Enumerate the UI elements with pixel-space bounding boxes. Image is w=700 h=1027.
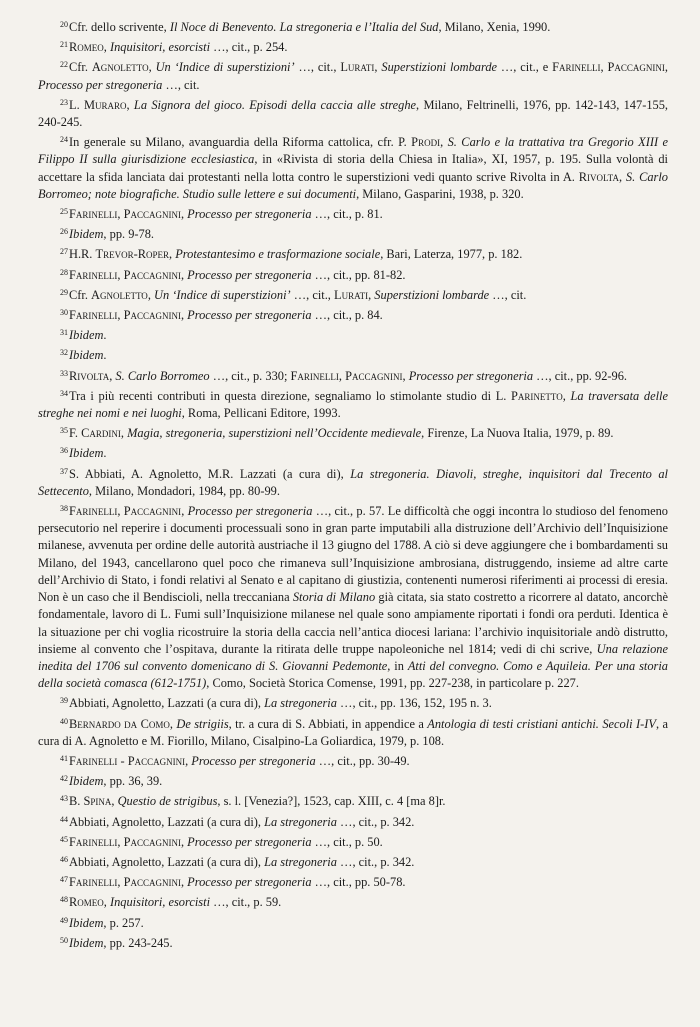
italic-title: Ibidem <box>69 774 104 789</box>
footnote-text: …, cit., p. 50. <box>311 834 383 849</box>
italic-title: La Signora del gioco. Episodi della caccia alle streghe <box>133 97 417 112</box>
footnote-text: …, cit., pp. 50-78. <box>311 875 406 890</box>
footnote-text: Abbiati, Agnoletto, Lazzati (a cura di), <box>69 854 265 869</box>
footnote-number: 23 <box>60 97 68 107</box>
italic-title: La stregoneria <box>264 814 337 829</box>
author-name: Agnoletto <box>91 60 149 75</box>
footnote-text: , <box>148 60 156 75</box>
footnote-text: , <box>664 60 669 75</box>
footnote-24 <box>38 131 668 203</box>
italic-title: La stregoneria <box>264 854 337 869</box>
italic-title: Storia di Milano <box>292 590 376 605</box>
footnote-number: 21 <box>60 40 68 50</box>
footnote-text: , in <box>387 658 408 673</box>
author-name: Farinelli, Paccagnini <box>69 267 181 282</box>
footnote-text: , <box>180 207 188 222</box>
italic-title: De strigiis <box>176 716 229 731</box>
italic-title: Ibidem <box>69 348 104 363</box>
footnote-text: , pp. 243-245. <box>103 935 173 950</box>
italic-title: Antologia di testi cristiani antichi. Secoli I-IV <box>427 716 656 731</box>
italic-title: Magia, stregoneria, superstizioni nell’Occidente medievale <box>127 426 422 441</box>
footnote-38 <box>38 500 668 692</box>
footnote-39 <box>38 692 668 712</box>
footnote-text: …, cit., p. 342. <box>336 814 415 829</box>
author-name: Farinelli - Paccagnini <box>69 753 186 768</box>
footnote-text: , Bari, Laterza, 1977, p. 182. <box>380 247 523 262</box>
italic-title: Un ‘Indice di superstizioni’ <box>154 287 291 302</box>
footnote-text: …, cit. <box>162 77 200 92</box>
footnote-number: 31 <box>60 328 68 338</box>
footnote-text: L. <box>69 97 84 112</box>
footnote-text: B. <box>69 794 84 809</box>
footnote-46 <box>38 851 668 871</box>
author-name: Lurati <box>340 60 375 75</box>
footnote-text: Abbiati, Agnoletto, Lazzati (a cura di), <box>69 814 265 829</box>
footnote-29 <box>38 284 668 304</box>
footnote-36 <box>38 442 668 462</box>
footnote-text: …, cit., e <box>497 60 553 75</box>
footnote-text: , Firenze, La Nuova Italia, 1979, p. 89. <box>421 426 614 441</box>
footnote-35 <box>38 422 668 442</box>
footnote-text: Cfr. <box>69 60 92 75</box>
footnote-text: , Milano, Gasparini, 1938, p. 320. <box>356 186 524 201</box>
footnote-text: , <box>368 287 375 302</box>
footnote-text: …, cit. <box>489 287 527 302</box>
author-name: Agnoletto <box>91 287 148 302</box>
footnote-text: …, cit., pp. 92-96. <box>533 368 627 383</box>
italic-title: Protestantesimo e trasformazione sociale <box>175 247 381 262</box>
footnote-text: , <box>562 388 571 403</box>
footnote-50 <box>38 932 668 952</box>
footnote-text: , <box>180 875 188 890</box>
footnote-text: …, cit., p. 84. <box>311 308 383 323</box>
footnote-20 <box>38 16 668 36</box>
footnote-34 <box>38 385 668 422</box>
italic-title: Processo per stregoneria <box>187 207 312 222</box>
footnote-number: 50 <box>60 935 68 945</box>
footnote-text: , <box>111 794 118 809</box>
author-name: Farinelli, Paccagnini <box>69 834 181 849</box>
footnote-text: …, cit., p. 57. Le difficoltà che oggi incontra lo studioso del fenomeno persecutorio nel reperire i documenti processuali sono in gran parte imputabili alla distruzione dell’Archivio dell’Inquisizione milanese, avvenuta per ordine delle autorità austriache il 13 giugno del 1788. A ciò si deve aggiungere che i bombardamenti su Milano, del 1943, cancellarono quel poco che rimaneva sull’Inquisizione ambrosiana, distruggendo, insieme ad altre carte dell’Archivio di Stato, i fondi relativi al Senato e al capitano di giustizia, contenenti numerosi riferimenti ai processi di eresia. Non è un caso che il Bendiscioli, nella treccaniana <box>38 504 668 605</box>
italic-title: Superstizioni lombarde <box>381 60 498 75</box>
author-name: Parinetto <box>511 388 563 403</box>
footnote-41 <box>38 750 668 770</box>
footnote-text: , p. 257. <box>103 915 144 930</box>
footnote-37 <box>38 463 668 500</box>
footnote-43 <box>38 790 668 810</box>
italic-title: S. Carlo Borromeo; note biografiche. Studio sulle lettere e sui documenti <box>38 169 668 201</box>
footnote-text: …, cit., <box>290 287 335 302</box>
author-name: Farinelli, Paccagnini <box>69 875 181 890</box>
footnote-text: , Milano, Mondadori, 1984, pp. 80-99. <box>88 483 280 498</box>
footnote-text: , Como, Società Storica Comense, 1991, pp. 227-238, in particolare p. 227. <box>206 676 579 691</box>
author-name: Spina <box>83 794 112 809</box>
author-name: Muraro <box>83 97 127 112</box>
italic-title: La stregoneria. Diavoli, streghe, inquisitori dal Trecento al Settecento <box>38 466 668 498</box>
footnote-44 <box>38 811 668 831</box>
author-name: Rivolta <box>578 169 619 184</box>
italic-title: Processo per stregoneria <box>187 834 312 849</box>
author-name: Romeo <box>69 895 104 910</box>
footnote-text: , <box>618 169 626 184</box>
footnote-text: già citata, sia stato costretto a ricorrere al datato, ancorchè fondamentale, lavoro di L. Fumi sull’Inquisizione milanese nel quale sono ampiamente riportati i fondi ora perduti. Identica è la situazione per chi voglia ricostruire la storia della caccia nell’antica diocesi lariana: l’archivio inquisitoriale andò distrutto, insieme al convento che l’ospitava, durante la ritirata delle truppe napoleoniche nel 1814; vedi di chi scrive, <box>38 590 668 656</box>
author-name: Farinelli, Paccagnini <box>69 504 182 519</box>
footnote-text: , a cura di A. Agnoletto e M. Fiorillo, Milano, Cisalpino-La Goliardica, 1979, p. 108. <box>38 716 668 748</box>
footnote-text: Tra i più recenti contributi in questa direzione, segnaliamo lo stimolante studio di L. <box>69 388 512 403</box>
footnote-number: 37 <box>60 466 68 476</box>
footnote-number: 32 <box>60 348 68 358</box>
author-name: Rivolta <box>69 368 110 383</box>
italic-title: Inquisitori, esorcisti <box>109 895 211 910</box>
footnote-text: . <box>103 348 107 363</box>
footnote-text: , Milano, Xenia, 1990. <box>438 20 551 34</box>
footnote-32 <box>38 344 668 364</box>
italic-title: Processo per stregoneria <box>187 875 312 890</box>
footnote-number: 49 <box>60 915 68 925</box>
footnote-number: 39 <box>60 696 68 706</box>
author-name: Farinelli, Paccagnini <box>290 368 403 383</box>
footnote-number: 48 <box>60 895 68 905</box>
footnote-text: …, cit., p. 81. <box>311 207 383 222</box>
footnote-30 <box>38 304 668 324</box>
footnote-27 <box>38 243 668 263</box>
footnote-number: 20 <box>60 20 68 29</box>
italic-title: Processo per stregoneria <box>187 308 312 323</box>
author-name: Prodi <box>411 135 441 150</box>
italic-title: Il Noce di Benevento. La stregoneria e l’Italia del Sud <box>169 20 439 34</box>
footnote-text: , <box>180 308 188 323</box>
footnote-number: 40 <box>60 716 68 726</box>
footnotes-list <box>38 16 668 952</box>
footnote-text: F. <box>69 426 82 441</box>
footnote-text: …, cit., p. 342. <box>336 854 415 869</box>
footnote-number: 43 <box>60 794 68 804</box>
italic-title: Atti del convegno. Como e Aquileia. Per una storia della società comasca (612-1751) <box>38 658 668 691</box>
footnote-text: , <box>440 135 448 150</box>
footnote-text: , <box>126 97 134 112</box>
author-name: Farinelli, Paccagnini <box>69 207 181 222</box>
footnote-47 <box>38 871 668 891</box>
author-name: Lurati <box>334 287 369 302</box>
footnote-text: …, cit., p. 59. <box>210 895 282 910</box>
footnote-45 <box>38 831 668 851</box>
author-name: Romeo <box>69 40 104 55</box>
footnote-26 <box>38 223 668 243</box>
footnote-text: …, cit., <box>294 60 341 75</box>
footnote-text: …, cit., pp. 30-49. <box>315 753 410 768</box>
footnote-21 <box>38 36 668 56</box>
footnote-number: 26 <box>60 227 68 237</box>
footnote-text: S. Abbiati, A. Agnoletto, M.R. Lazzati (a cura di), <box>69 466 351 481</box>
author-name: Bernardo da Como <box>69 716 170 731</box>
italic-title: Un ‘Indice di superstizioni’ <box>155 60 295 75</box>
italic-title: Ibidem <box>69 935 104 950</box>
footnote-text: …, cit., p. 330; <box>209 368 291 383</box>
footnote-text: , <box>120 426 128 441</box>
footnote-number: 29 <box>60 287 68 297</box>
footnote-number: 42 <box>60 774 68 784</box>
footnote-text: , <box>180 834 188 849</box>
footnote-text: , <box>109 368 116 383</box>
footnote-text: In generale su Milano, avanguardia della Riforma cattolica, cfr. P. <box>69 135 412 150</box>
footnote-text: H.R. <box>69 247 96 262</box>
footnote-number: 36 <box>60 446 68 456</box>
footnote-number: 41 <box>60 753 68 763</box>
footnote-text: , pp. 36, 39. <box>103 774 163 789</box>
footnote-number: 28 <box>60 267 68 277</box>
italic-title: Ibidem <box>69 227 104 242</box>
footnote-22 <box>38 56 668 93</box>
footnote-number: 38 <box>60 504 68 514</box>
footnote-28 <box>38 264 668 284</box>
footnote-text: …, cit., p. 254. <box>210 40 288 55</box>
footnote-number: 33 <box>60 368 68 378</box>
footnote-number: 30 <box>60 308 68 318</box>
footnote-33 <box>38 365 668 385</box>
italic-title: S. Carlo e la trattativa tra Gregorio XIII e Filippo II sulla giurisdizione ecclesiastica <box>38 135 669 167</box>
footnote-text: . <box>103 446 107 461</box>
footnote-text: , <box>402 368 409 383</box>
footnote-text: , <box>169 716 177 731</box>
footnote-text: , tr. a cura di S. Abbiati, in appendice a <box>228 716 428 731</box>
italic-title: Processo per stregoneria <box>187 504 313 519</box>
italic-title: Processo per stregoneria <box>191 753 316 768</box>
footnote-number: 25 <box>60 207 68 217</box>
italic-title: La stregoneria <box>264 696 337 711</box>
author-name: Farinelli, Paccagnini <box>69 308 181 323</box>
footnote-text: , <box>103 40 110 55</box>
footnote-text: Cfr. <box>69 287 92 302</box>
footnote-42 <box>38 770 668 790</box>
italic-title: Inquisitori, esorcisti <box>109 40 211 55</box>
footnote-number: 27 <box>60 247 68 257</box>
footnote-31 <box>38 324 668 344</box>
footnote-text: , Milano, Feltrinelli, 1976, pp. 142-143, 147-155, 240-245. <box>38 97 669 130</box>
footnote-text: , <box>181 504 188 519</box>
footnote-text: , in «Rivista di storia della Chiesa in Italia», XI, 1957, p. 195. Sulla volontà di accettare la sfida lanciata dai protestanti nella lotta contro le superstizioni vedi quanto scrive Rivolta in A. <box>38 152 668 184</box>
italic-title: Processo per stregoneria <box>408 368 534 383</box>
italic-title: S. Carlo Borromeo <box>115 368 210 383</box>
footnote-text: , <box>168 247 176 262</box>
italic-title: La traversata delle streghe nei nomi e nei luoghi <box>38 388 668 421</box>
footnote-text: …, cit., pp. 81-82. <box>311 267 406 282</box>
italic-title: Superstizioni lombarde <box>374 287 490 302</box>
footnote-text: , Roma, Pellicani Editore, 1993. <box>181 406 341 421</box>
footnote-number: 45 <box>60 834 68 844</box>
footnote-number: 34 <box>60 388 68 398</box>
footnote-number: 44 <box>60 814 68 824</box>
footnote-text: , pp. 9-78. <box>103 227 155 242</box>
author-name: Farinelli, Paccagnini <box>552 60 665 75</box>
italic-title: Questio de strigibus <box>117 794 218 809</box>
footnote-text: , <box>147 287 155 302</box>
footnote-text: , <box>103 895 110 910</box>
author-name: Trevor-Roper <box>95 247 169 262</box>
footnote-number: 22 <box>60 60 68 70</box>
italic-title: Ibidem <box>69 446 104 461</box>
footnote-text: . <box>103 328 107 343</box>
italic-title: Ibidem <box>69 328 104 343</box>
footnote-text: , s. l. [Venezia?], 1523, cap. XIII, c. 4 [ma 8]r. <box>217 794 446 809</box>
italic-title: Processo per stregoneria <box>38 77 163 92</box>
footnote-text: Cfr. dello scrivente, <box>69 20 170 34</box>
footnote-text: Abbiati, Agnoletto, Lazzati (a cura di), <box>69 696 265 711</box>
italic-title: Processo per stregoneria <box>187 267 312 282</box>
footnote-text: …, cit., pp. 136, 152, 195 n. 3. <box>336 696 492 711</box>
italic-title: Ibidem <box>69 915 104 930</box>
footnote-text: , <box>374 60 382 75</box>
footnote-text: , <box>180 267 188 282</box>
footnote-number: 24 <box>60 135 68 145</box>
footnote-number: 35 <box>60 426 68 436</box>
footnote-number: 46 <box>60 854 68 864</box>
footnote-23 <box>38 94 668 131</box>
author-name: Cardini <box>81 426 121 441</box>
footnote-25 <box>38 203 668 223</box>
footnote-text: , <box>185 753 192 768</box>
footnote-49 <box>38 912 668 932</box>
footnote-48 <box>38 891 668 911</box>
footnote-40 <box>38 713 668 750</box>
italic-title: Una relazione inedita del 1706 sul convento domenicano di S. Giovanni Pedemonte <box>38 641 668 673</box>
footnote-number: 47 <box>60 875 68 885</box>
